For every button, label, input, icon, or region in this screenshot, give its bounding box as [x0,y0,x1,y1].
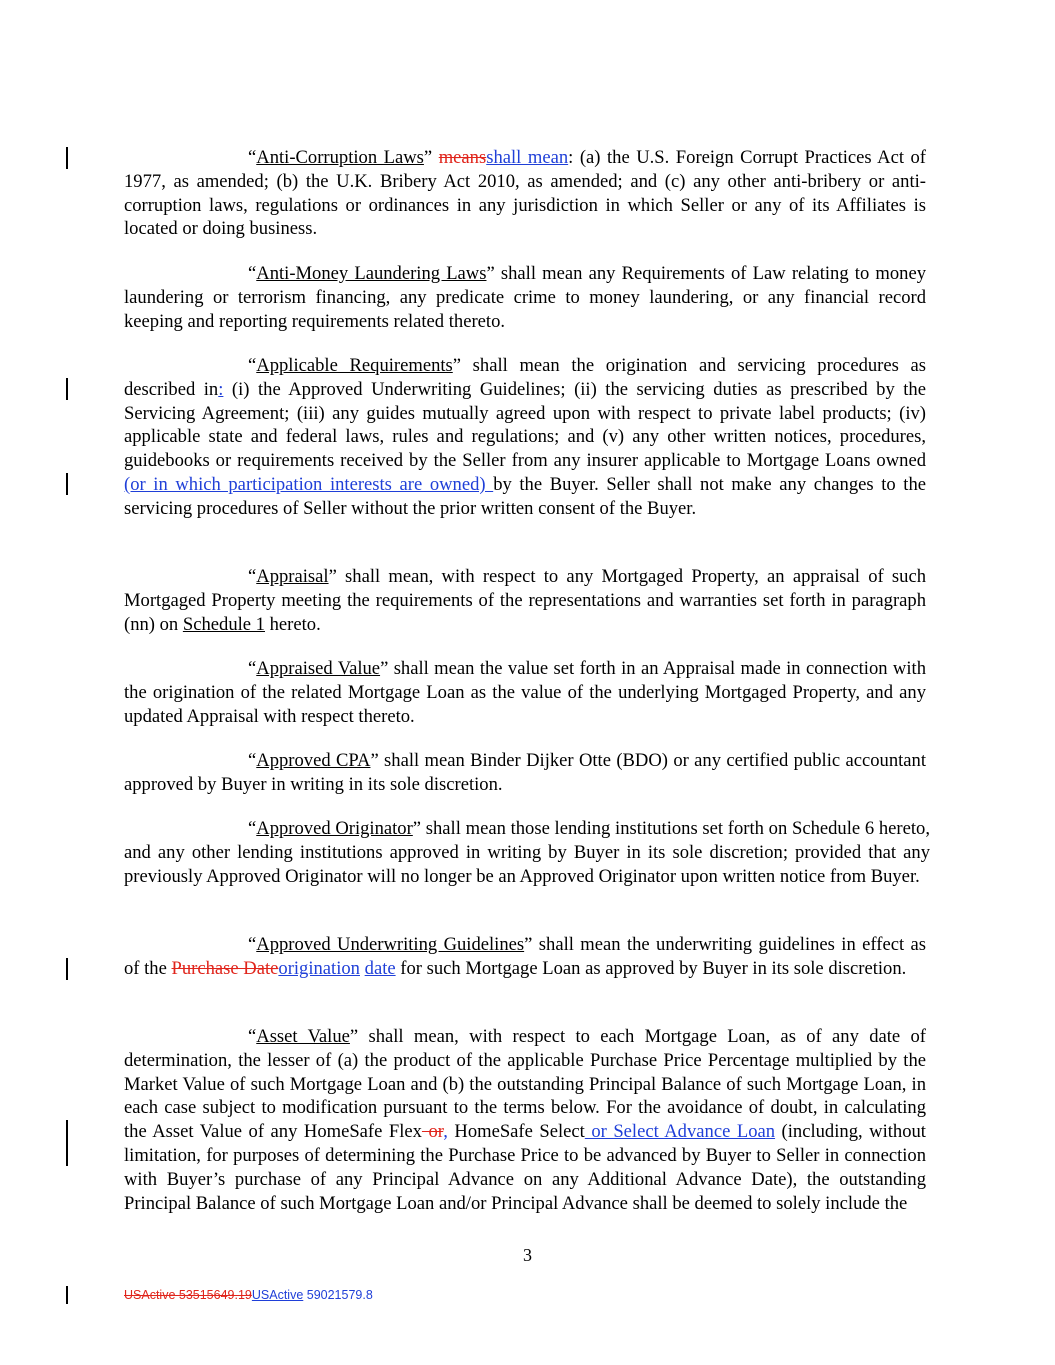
change-bar [66,147,68,169]
change-bar [66,958,68,980]
definition-text: hereto. [264,613,321,635]
open-quote: “ [248,263,257,284]
deleted-text: means [438,147,487,168]
inserted-text: origination [278,957,360,979]
page-number: 3 [523,1245,532,1265]
inserted-text: , [443,1121,448,1143]
definition-text: ” shall mean the underwriting guidelines in effect as of the [124,934,927,979]
defined-term: Applicable Requirements [256,355,453,376]
definition-text: : (a) the U.S. Foreign Corrupt Practices Act of 1977, as amended; (b) the U.K. Bribery Act 2010, as amended; and (c) any other anti-bribery or anti-corruption laws, regulations or ordinances in any jurisdiction in which Seller or any of its Affiliates is located or doing business. [124,147,926,240]
footer-text: 59021579.8 [303,1288,373,1302]
inserted-text: shall mean [486,147,569,168]
definition-text: HomeSafe Select [447,1121,585,1143]
definition-text: (including, without limitation, for purposes of determining the Purchase Price to be advanced by Buyer to Seller in connection with Buyer’s purchase of any Principal Advance on any Additional Advance Date), the outstanding Principal Balance of such Mortgage Loan and/or Principal Advance shall be deemed to solely include the [124,1121,926,1214]
open-quote: “ [248,1026,257,1047]
definition-approved-underwriting-guidelines [124,933,926,981]
inserted-text: (or in which participation interests are owned) [124,473,494,495]
definition-text: for such Mortgage Loan as approved by Buyer in its sole discretion. [395,957,907,979]
change-bar [66,1286,68,1304]
open-quote: “ [248,658,257,679]
document-footer-id [124,1288,373,1302]
open-quote: “ [248,750,257,771]
inserted-text: USActive [251,1288,304,1302]
definition-text: ” shall mean, with respect to any Mortgaged Property, an appraisal of such Mortgaged Property meeting the requirements of the representations and warranties set forth in paragraph (nn) on [124,566,926,635]
close-quote: ” [423,147,433,168]
defined-term: Appraised Value [256,658,381,679]
definition-text: ” shall mean the origination and servicing procedures as described in [124,355,926,400]
open-quote: “ [248,355,257,376]
definition-appraisal [124,565,926,636]
defined-term: Approved Underwriting Guidelines [256,934,525,955]
definition-anti-corruption-laws [124,146,926,241]
definition-approved-originator [124,817,930,888]
definition-applicable-requirements [124,354,926,521]
defined-term: Asset Value [256,1026,350,1047]
defined-term: Approved CPA [256,750,371,771]
definition-text: ” shall mean any Requirements of Law relating to money laundering or terrorism financing, any predicate crime to money laundering, or any financial record keeping and reporting requirements related thereto. [124,263,926,332]
inserted-text: : [218,378,224,400]
deleted-text: Purchase Date [171,957,279,979]
definition-appraised-value [124,657,926,728]
deleted-text: USActive 53515649.19 [124,1288,252,1302]
definition-text: ” shall mean those lending institutions set forth on Schedule 6 hereto, and any other lending institutions approved in writing by Buyer in its sole discretion; provided that any previously Approved Originator will no longer be an Approved Originator upon written notice from Buyer. [124,818,930,887]
schedule-reference: Schedule 1 [182,613,265,635]
definition-asset-value [124,1025,926,1215]
definition-text: ” shall mean, with respect to each Mortgage Loan, as of any date of determination, the lesser of (a) the product of the applicable Purchase Price Percentage multiplied by the Market Value of such Mortgage Loan and (b) the outstanding Principal Balance of such Mortgage Loan, in each case subject to modification pursuant to the terms below. For the avoidance of doubt, in calculating the Asset Value of any HomeSafe Flex [124,1026,926,1143]
defined-term: Approved Originator [256,818,413,839]
definition-text: by the Buyer. Seller shall not make any changes to the servicing procedures of Seller without the prior written consent of the Buyer. [124,473,926,519]
inserted-text: or Select Advance Loan [584,1121,776,1143]
inserted-text: date [364,957,396,979]
definition-anti-money-laundering-laws [124,262,926,333]
definition-text: ” shall mean the value set forth in an Appraisal made in connection with the origination of the related Mortgage Loan as the value of the underlying Mortgaged Property, and any updated Appraisal with respect thereto. [124,658,926,727]
definition-text: (i) the Approved Underwriting Guidelines; (ii) the servicing duties as prescribed by the Servicing Agreement; (iii) any guides mutually agreed upon with respect to private label products; (iv) applicable state and federal laws, rules and regulations; and (v) any other written notices, procedures, guidebooks or requirements received by the Seller from any insurer applicable to Mortgage Loans owned [124,378,926,472]
open-quote: “ [248,147,257,168]
change-bar [66,1120,68,1166]
open-quote: “ [248,934,257,955]
change-bar [66,473,68,495]
open-quote: “ [248,566,257,587]
defined-term: Appraisal [256,566,329,587]
open-quote: “ [248,818,257,839]
deleted-text: or [421,1121,444,1143]
definition-approved-cpa [124,749,926,797]
definition-text: ” shall mean Binder Dijker Otte (BDO) or any certified public accountant approved by Buyer in writing in its sole discretion. [124,750,927,795]
change-bar [66,378,68,400]
defined-term: Anti-Money Laundering Laws [256,263,487,284]
defined-term: Anti-Corruption Laws [256,147,424,168]
